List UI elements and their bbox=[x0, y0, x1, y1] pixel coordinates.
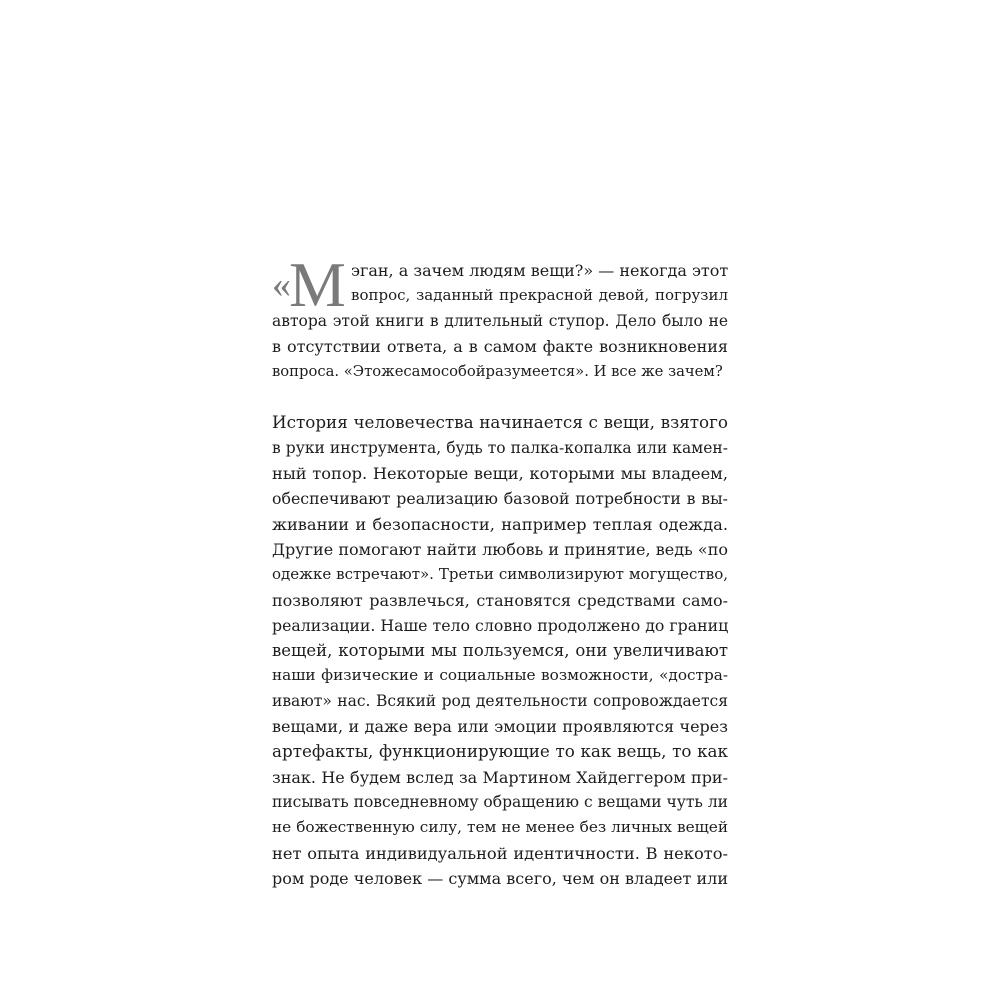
text-line: обеспечивают реализацию базовой потребности в вы- bbox=[272, 489, 728, 509]
text-line: вопроса. «Этожесамособойразумеется». И все же зачем? bbox=[272, 363, 723, 381]
paragraph-gap bbox=[272, 384, 728, 410]
text-line: наши физические и социальные возможности, «достра- bbox=[272, 666, 728, 685]
text-line: позволяют развлечься, становятся средствами само- bbox=[272, 590, 728, 610]
text-line: не божественную силу, тем не менее без личных вещей bbox=[272, 818, 728, 837]
text-line: вопрос, заданный прекрасной девой, погрузил bbox=[351, 286, 728, 305]
text-line: писывать повседневному обращению с вещами чуть ли bbox=[272, 792, 728, 811]
text-line: артефакты, функционирующие то как вещь, то как bbox=[272, 741, 728, 762]
text-line: ный топор. Некоторые вещи, которыми мы владеем, bbox=[272, 464, 728, 484]
dropcap-letter: М bbox=[289, 249, 346, 320]
text-line: знак. Не будем вслед за Мартином Хайдеггером при- bbox=[272, 767, 728, 787]
dropcap bbox=[272, 249, 346, 320]
text-line: в руки инструмента, будь то палка-копалка или камен- bbox=[272, 438, 728, 457]
dropcap-quote-mark: « bbox=[272, 264, 291, 306]
text-line: живании и безопасности, например теплая одежда. bbox=[272, 514, 728, 534]
text-line: эган, а зачем людям вещи?» — некогда этот bbox=[351, 261, 729, 280]
book-page bbox=[272, 249, 729, 891]
text-line: одежке встречают». Третьи символизируют могущество, bbox=[272, 565, 728, 584]
text-line: в отсутствии ответа, а в самом факте возникновения bbox=[272, 336, 728, 356]
dropcap-lines bbox=[351, 258, 728, 309]
dropcap-block bbox=[272, 249, 729, 320]
paragraph-history bbox=[272, 410, 728, 891]
text-line: реализации. Наше тело словно продолжено до границ bbox=[272, 615, 729, 635]
text-line: нет опыта индивидуальной идентичности. В некото- bbox=[272, 843, 728, 863]
text-line: вещами, и даже вера или эмоции проявляются через bbox=[272, 717, 728, 737]
paragraph-intro bbox=[272, 249, 729, 384]
text-line: ивают» нас. Всякий род деятельности сопровождается bbox=[272, 691, 728, 710]
text-line: автора этой книги в длительный ступор. Дело было не bbox=[272, 311, 728, 330]
text-line: История человечества начинается с вещи, взятого bbox=[272, 412, 728, 433]
text-line: вещей, которыми мы пользуемся, они увеличивают bbox=[272, 641, 728, 661]
text-line: ром роде человек — сумма всего, чем он владеет или bbox=[272, 868, 728, 888]
text-line: Другие помогают найти любовь и принятие, ведь «по bbox=[272, 539, 728, 559]
